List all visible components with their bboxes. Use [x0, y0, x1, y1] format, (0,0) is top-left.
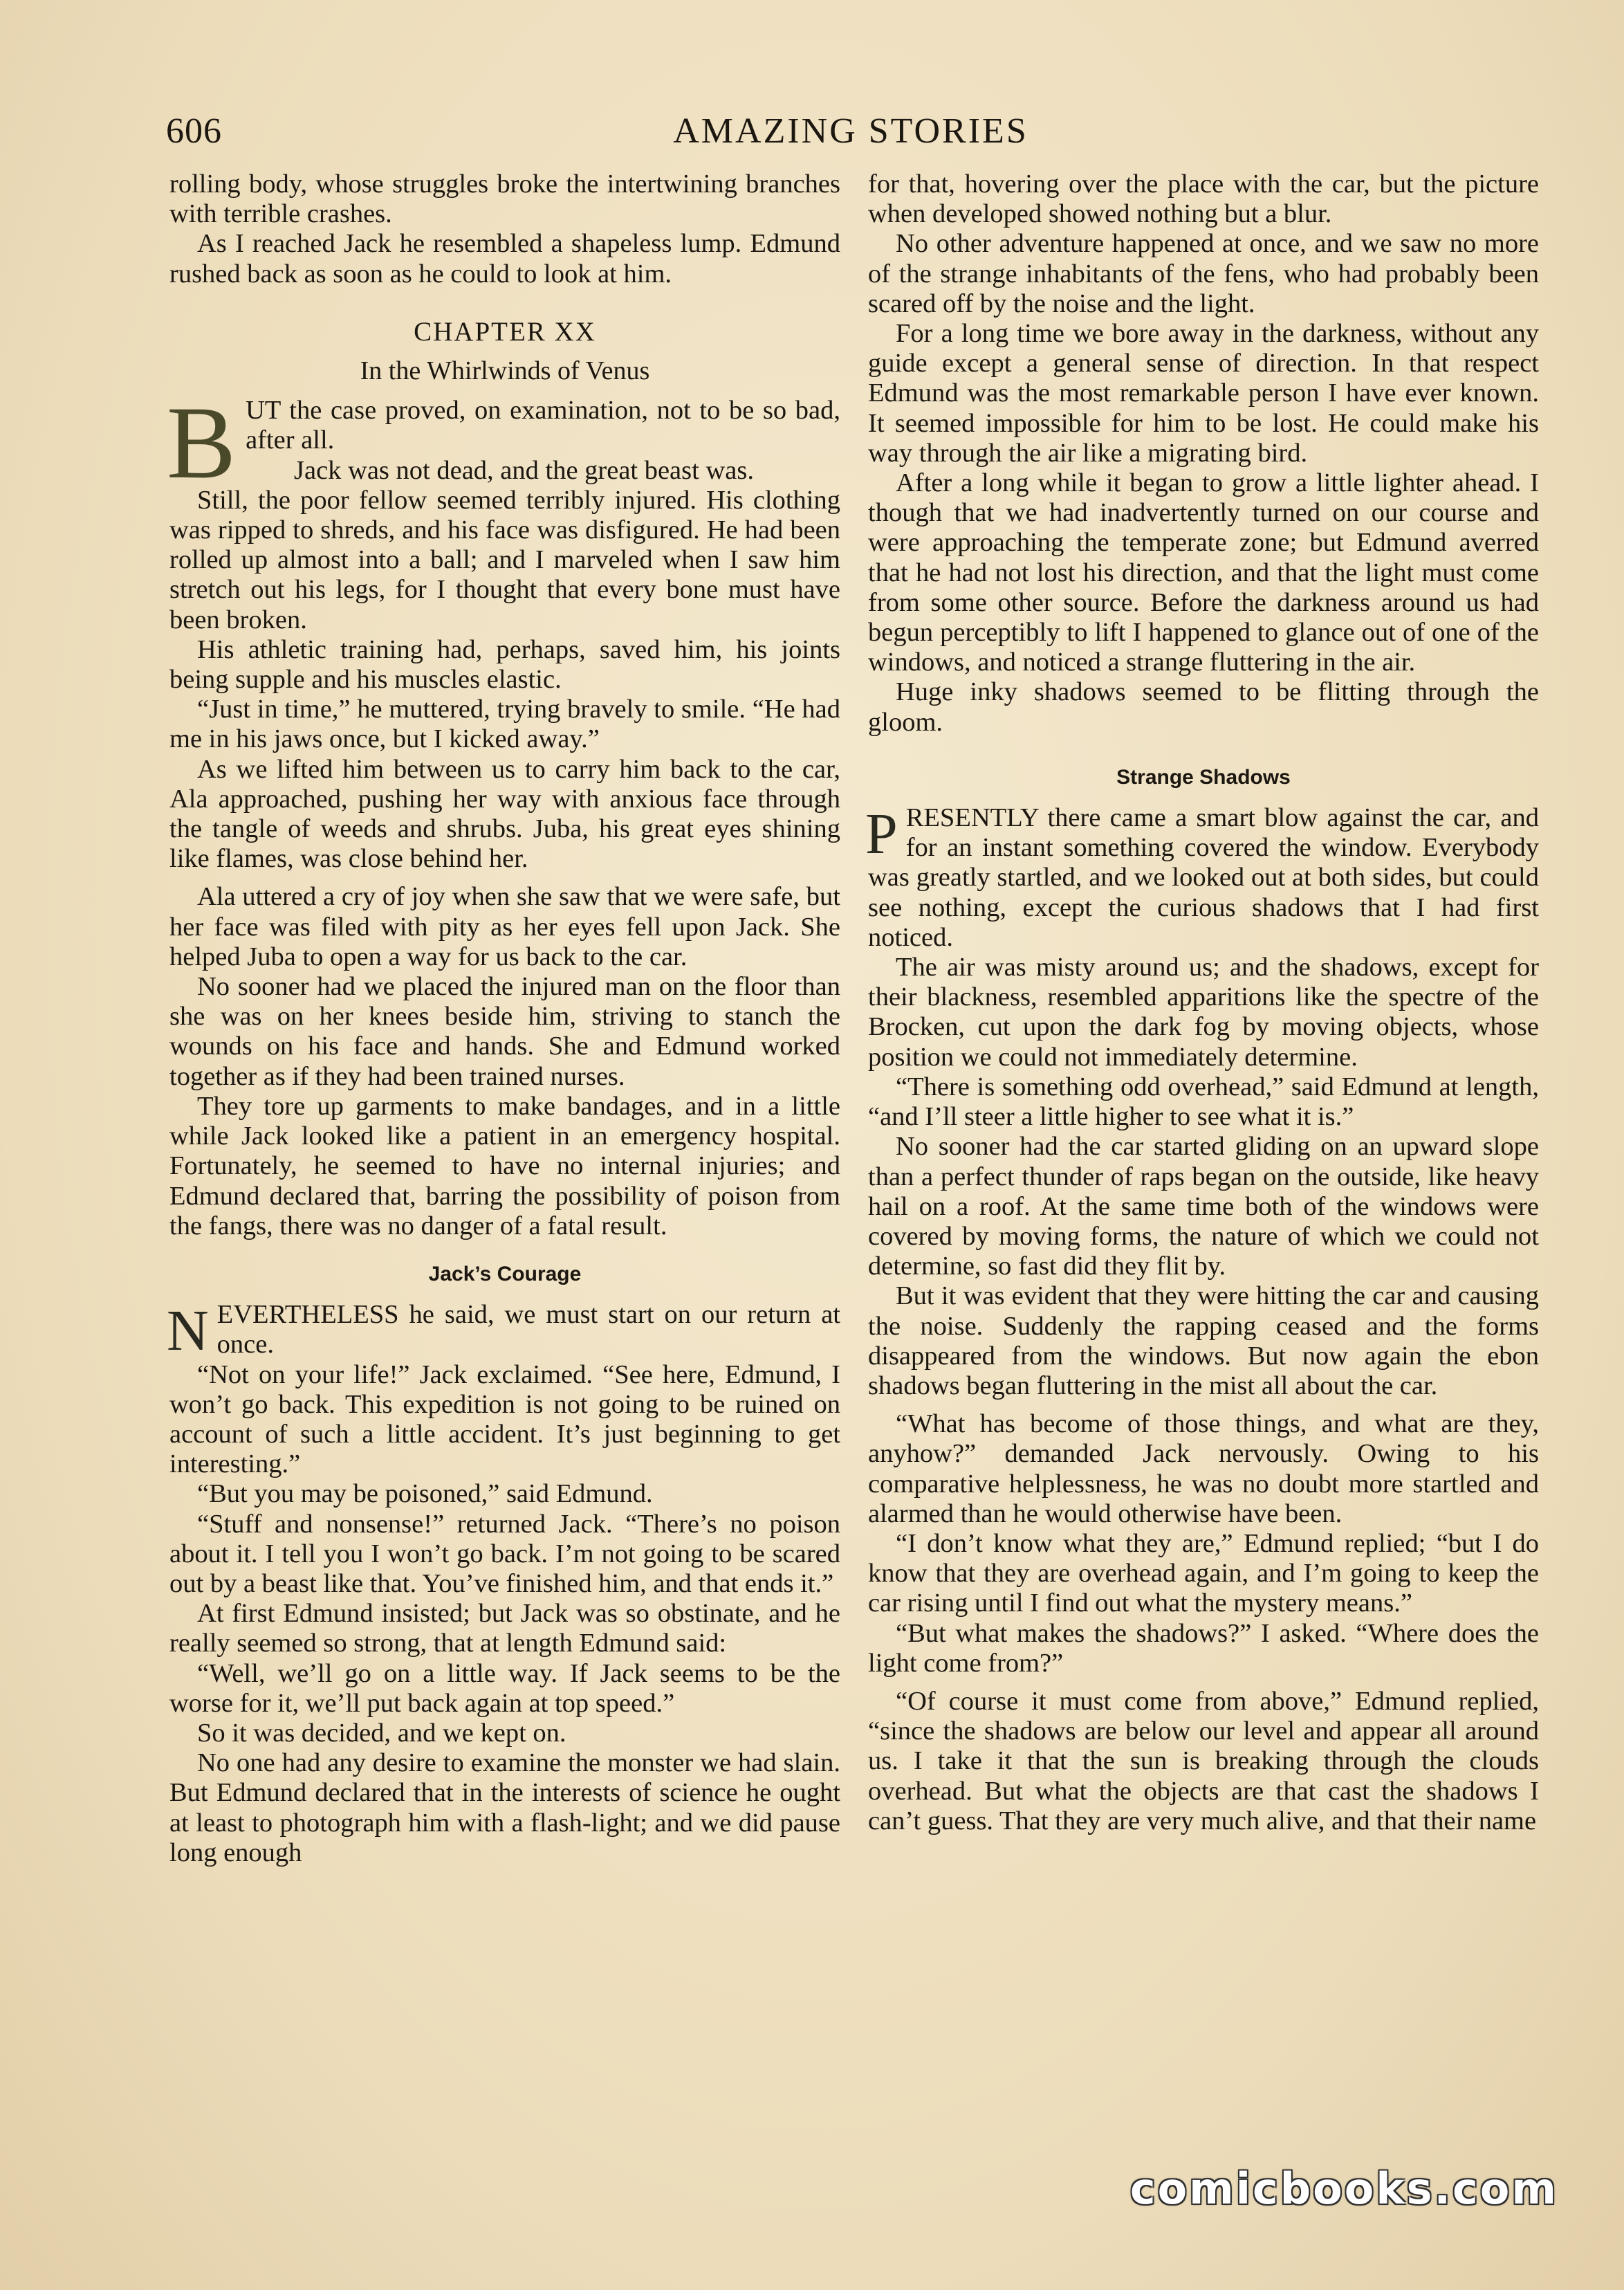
paragraph: for that, hovering over the place with the car, but the picture when developed showed nothing but a blur. — [868, 170, 1539, 229]
paragraph: Huge inky shadows seemed to be flitting through the gloom. — [868, 677, 1539, 737]
paragraph: At first Edmund insisted; but Jack was so obstinate, and he really seemed so strong, that at length Edmund said: — [169, 1599, 840, 1658]
paragraph: “Not on your life!” Jack exclaimed. “See here, Edmund, I won’t go back. This expedition is not going to be ruined on account of such a little accident. It’s just beginning to get interesting.” — [169, 1359, 840, 1479]
paragraph: No sooner had the car started gliding on an upward slope than a perfect thunder of raps began on the outside, like heavy hail on a roof. At the same time both of the windows were covered by moving forms, the nature of which we could not determine, so fast did they flit by. — [868, 1132, 1539, 1281]
paragraph: No sooner had we placed the injured man on the floor than she was on her knees beside him, striving to stanch the wounds on his face and hands. She and Edmund worked together as if they had been trained nurses. — [169, 972, 840, 1091]
paragraph: No other adventure happened at once, and we saw no more of the strange inhabitants of the fens, who had probably been scared off by the noise and the light. — [868, 229, 1539, 318]
paragraph-text: EVERTHELESS he said, we must start on our return at once. — [216, 1300, 840, 1359]
paragraph — [865, 802, 1539, 953]
paragraph: “Well, we’ll go on a little way. If Jack seems to be the worse for it, we’ll put back again at top speed.” — [169, 1658, 840, 1718]
paragraph: For a long time we bore away in the darkness, without any guide except a general sense of direction. In that respect Edmund was the most remarkable person I have ever known. It seemed impossible for him to be lost. He could make his way through the air like a migrating bird. — [868, 319, 1539, 468]
section-subheading: Strange Shadows — [1116, 765, 1291, 789]
drop-cap: P — [865, 802, 898, 867]
paragraph: Ala uttered a cry of joy when she saw that we were safe, but her face was filed with pity as her eyes fell upon Jack. She helped Juba to open a way for us back to the car. — [169, 882, 840, 971]
paragraph: “I don’t know what they are,” Edmund replied; “but I do know that they are overhead again, and I’m going to keep the car rising until I find out what the mystery means.” — [868, 1528, 1539, 1618]
paragraph-text: UT the case proved, on examination, not to be so bad, after all. — [246, 396, 840, 455]
watermark: comicbooks.com — [1129, 2163, 1558, 2214]
paragraph: “Stuff and nonsense!” returned Jack. “There’s no poison about it. I tell you I won’t go back. I’m not going to be scared out by a beast like that. You’ve finished him, and that ends it.” — [169, 1509, 840, 1598]
paragraph: “Of course it must come from above,” Edmund replied, “since the shadows are below our level and appear all around us. I take it that the sun is breaking through the clouds overhead. But what the objects are that cast the shadows I can’t guess. That they are very much alive, and that their name — [868, 1686, 1539, 1835]
paragraph: “Just in time,” he muttered, trying bravely to smile. “He had me in his jaws once, but I kicked away.” — [169, 695, 840, 754]
right-column — [865, 170, 1539, 1836]
paragraph: rolling body, whose struggles broke the intertwining branches with terrible crashes. — [169, 170, 840, 229]
paragraph: “But you may be poisoned,” said Edmund. — [197, 1479, 653, 1509]
paragraph: “What has become of those things, and what are they, anyhow?” demanded Jack nervously. Owing to his comparative helplessness, he was no doubt more startled and alarmed than he would otherwise have been. — [868, 1409, 1539, 1528]
page-number: 606 — [166, 111, 222, 151]
paragraph-text: RESENTLY there came a smart blow against the car, and for an instant something covered the window. Everybody was greatly startled, and we looked out at both sides, but could see nothing, except the curious shadows that I had first noticed. — [868, 803, 1539, 952]
paragraph: His athletic training had, perhaps, saved him, his joints being supple and his muscles elastic. — [169, 634, 840, 695]
paragraph: Still, the poor fellow seemed terribly injured. His clothing was ripped to shreds, and his face was disfigured. He had been rolled up almost into a ball; and I marveled when I saw him stretch out his legs, for I thought that every bone must have been broken. — [169, 485, 840, 634]
paragraph: As we lifted him between us to carry him back to the car, Ala approached, pushing her way with anxious face through the tangle of weeds and shrubs. Juba, his great eyes shining like flames, was close behind her. — [169, 754, 840, 874]
paragraph: But it was evident that they were hitting the car and causing the noise. Suddenly the rapping ceased and the forms disappeared from the windows. But now again the ebon shadows began fluttering in the mist all about the car. — [868, 1281, 1539, 1400]
paragraph: After a long while it began to grow a little lighter ahead. I though that we had inadvertently turned on our course and were approaching the temperate zone; but Edmund averred that he had not lost his direction, and that the light must come from some other source. Before the darkness around us had begun perceptibly to lift I happened to glance out of one of the windows, and noticed a strange fluttering in the air. — [868, 468, 1539, 677]
paragraph: “But what makes the shadows?” I asked. “Where does the light come from?” — [868, 1618, 1539, 1678]
chapter-title: In the Whirlwinds of Venus — [360, 356, 650, 386]
drop-cap: N — [167, 1299, 209, 1364]
page-header — [166, 111, 1535, 159]
left-column — [169, 170, 840, 1868]
paragraph: The air was misty around us; and the shadows, except for their blackness, resembled apparitions like the spectre of the Brocken, cut upon the dark fog by moving objects, whose position we could not immediately determine. — [868, 953, 1539, 1072]
running-title: AMAZING STORIES — [673, 111, 1028, 151]
drop-cap: B — [167, 385, 237, 501]
paragraph: As I reached Jack he resembled a shapeless lump. Edmund rushed back as soon as he could to look at him. — [169, 229, 840, 288]
paragraph: No one had any desire to examine the monster we had slain. But Edmund declared that in the interests of science he ought at least to photograph him with a flash-light; and we did pause long enough — [169, 1748, 840, 1867]
section-subheading: Jack’s Courage — [428, 1262, 582, 1285]
paragraph — [167, 1299, 840, 1364]
paragraph: They tore up garments to make bandages, and in a little while Jack looked like a patient in an emergency hospital. Fortunately, he seemed to have no internal injuries; and Edmund declared that, barring the possibility of poison from the fangs, there was no danger of a fatal result. — [169, 1091, 840, 1240]
chapter-heading: CHAPTER XX — [414, 316, 596, 347]
paragraph: So it was decided, and we kept on. — [197, 1718, 566, 1748]
paragraph: “There is something odd overhead,” said Edmund at length, “and I’ll steer a little higher to see what it is.” — [868, 1072, 1539, 1132]
paragraph: Jack was not dead, and the great beast was. — [294, 455, 754, 485]
